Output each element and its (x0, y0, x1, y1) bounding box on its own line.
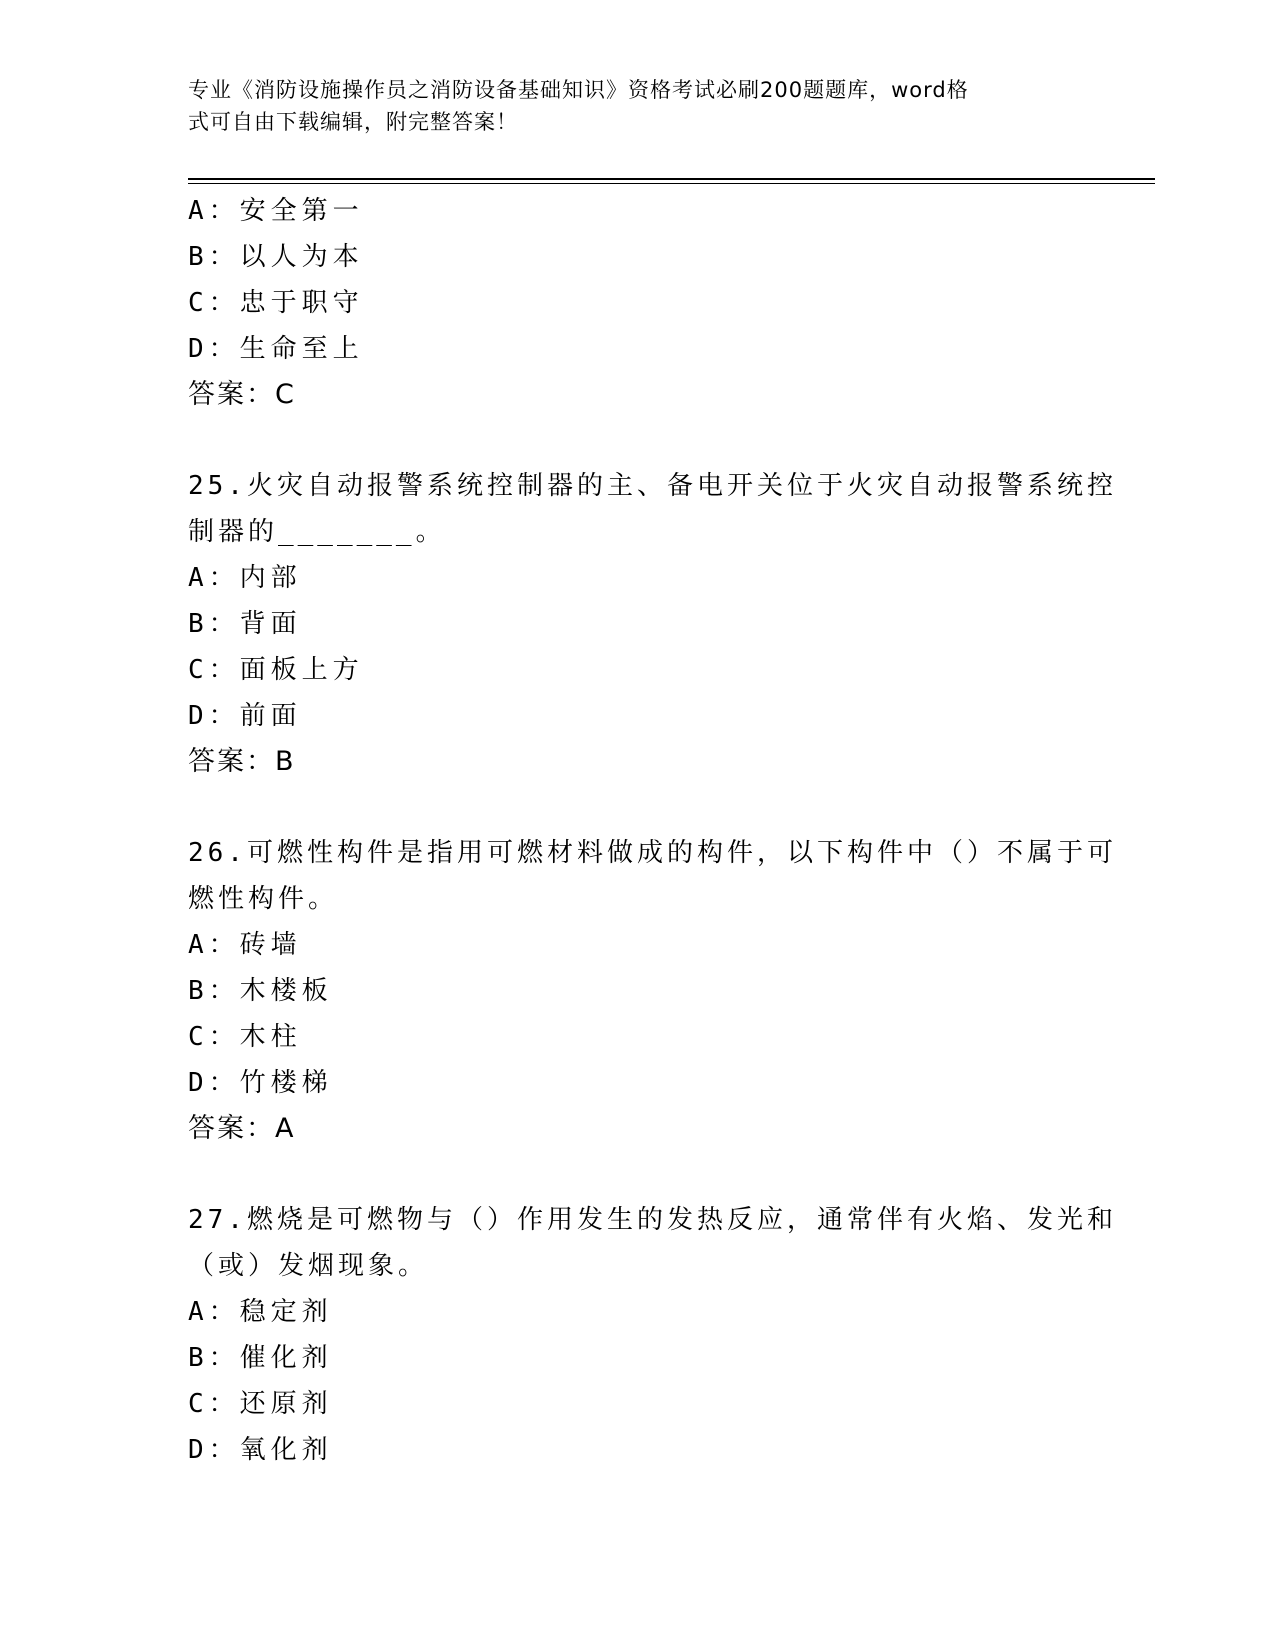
document-body (188, 188, 1117, 1473)
option-b: B：催化剂 (188, 1343, 333, 1373)
question-stem-line-1: 27.燃烧是可燃物与（）作用发生的发热反应，通常伴有火焰、发光和 (188, 1205, 1117, 1235)
question-stem-line-2: 制器的_______。 (188, 517, 446, 547)
option-b: B：以人为本 (188, 242, 364, 272)
question-27 (188, 1197, 1117, 1473)
spacer (188, 1152, 1088, 1197)
option-a: A：内部 (188, 563, 302, 593)
spacer (188, 785, 1088, 830)
option-a: A：稳定剂 (188, 1297, 333, 1327)
option-c: C：木柱 (188, 1022, 302, 1052)
option-c: C：还原剂 (188, 1389, 333, 1419)
option-a: A：砖墙 (188, 930, 302, 960)
option-d: D：氧化剂 (188, 1435, 333, 1465)
option-c: C：面板上方 (188, 655, 364, 685)
answer: 答案：B (188, 746, 296, 777)
option-d: D：前面 (188, 701, 302, 731)
header-rule-thick (188, 178, 1155, 180)
question-24 (188, 188, 1088, 418)
question-stem-line-2: 燃性构件。 (188, 884, 339, 914)
option-a: A：安全第一 (188, 196, 364, 226)
question-stem-line-2: （或）发烟现象。 (188, 1251, 429, 1281)
document-header (188, 74, 1088, 138)
header-line-1: 专业《消防设施操作员之消防设备基础知识》资格考试必刷200题题库，word格 (188, 78, 969, 102)
question-25 (188, 463, 1117, 785)
question-26 (188, 830, 1117, 1152)
header-line-2: 式可自由下载编辑，附完整答案！ (188, 110, 518, 134)
option-c: C：忠于职守 (188, 288, 364, 318)
option-d: D：生命至上 (188, 334, 364, 364)
option-b: B：背面 (188, 609, 302, 639)
option-d: D：竹楼梯 (188, 1068, 333, 1098)
answer: 答案：A (188, 1113, 296, 1144)
header-rule-thin (188, 183, 1155, 184)
question-stem-line-1: 25.火灾自动报警系统控制器的主、备电开关位于火灾自动报警系统控 (188, 471, 1117, 501)
question-stem-line-1: 26.可燃性构件是指用可燃材料做成的构件，以下构件中（）不属于可 (188, 838, 1117, 868)
spacer (188, 418, 1088, 463)
answer: 答案：C (188, 379, 296, 410)
option-b: B：木楼板 (188, 976, 333, 1006)
